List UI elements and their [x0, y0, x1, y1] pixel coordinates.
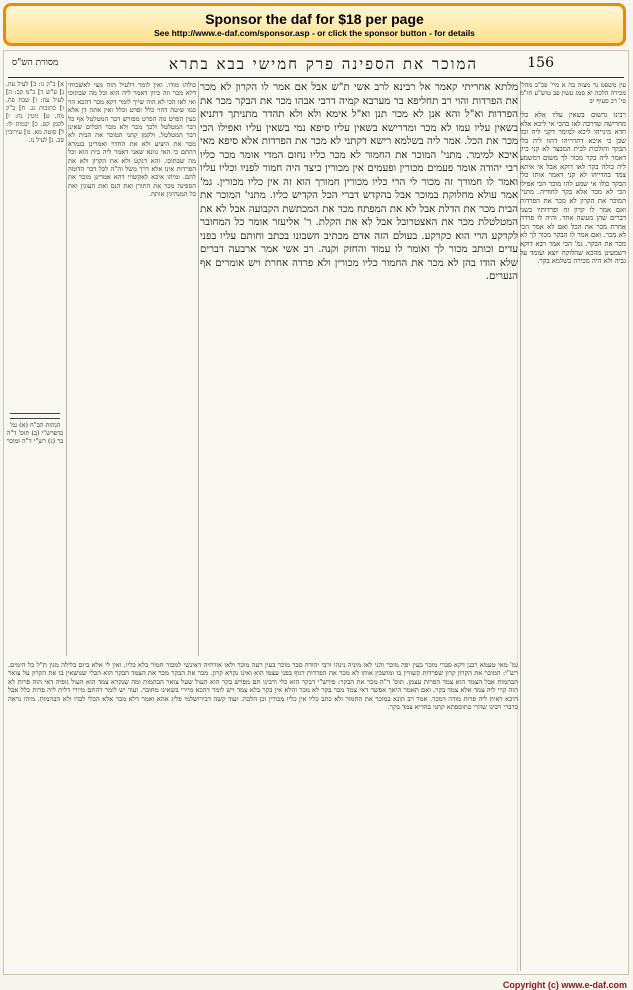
page-number: 156: [527, 55, 554, 71]
masoret-hashas-column: א] ב"ק נו: ב] לעיל עח. ג] ע"ש ד] ב"מ קב: ה] לעיל עח: ו] שבת פח. ז] כתובות נג. ח] ב"ק מח. ט] גיטין נה: י] לקמן קס. כ] יבמות לו: ל] סוטה מא. מ] עירובין סב. נ] לעיל נז.: [6, 81, 64, 144]
rabbeinu-gershom-text: רבינו גרשום בשאין עליו אלא כלי מחרישה שדרכה לאו בהכי אי ליכא אלא חדא מינייהו ליכא למימר דקני ליה וכל שכן כי איכא דתרוייהו דהוו ליה כלי הבקר והולכות לבית המבצר לא קני כיון דאמר ליה בקר מכור לך משום דמשמע ליה כולה בקר לאו דוקא אבל אי איתא צמד בהדייהו לא קני דאמר אותו כלי הבקר כולו אי שמע להו מוכר הכי אפילו הכי לא מכר אלא בקר לחודיה. מתני' המוכר את הקרון לא מכר את הפרדות ואם אמר לו קרון זה ופרדותיו בשני דברים שהן מעשה אחד. והיה לו פרדה אחרת מכר את הכל ואם לא אמר הכי לא מכר. ואם אמר לו הבקר מכור לך לא מכר את הבקר. גמ' הכי אמר רבא דוקא דשמעינן מהכא שהלוקח יוצא ועומד על גביה ולא היה מכירה בשלמא בקר.: [520, 111, 626, 266]
masoret-label: מסורת הש"ס: [12, 58, 59, 68]
gemara-main-text: [200, 81, 518, 656]
hagahot-habach-column: הגהות הב"ח (א) גמ' כדפרש"י (ב) תוס' ד"ה בר (ג) רש"י ד"ה ומוכר: [6, 421, 64, 445]
sponsor-banner-title: Sponsor the daf for $18 per page: [205, 11, 424, 27]
column-divider: [198, 81, 199, 656]
sponsor-banner[interactable]: [3, 3, 626, 46]
page-header: [4, 55, 628, 75]
column-divider: [66, 81, 67, 656]
tosafot-column: כולהו מודו. ואין לומר דלעיל הוה מצי לאשכוחי דלא מכר וזה כיוון דאמר ליה הוא וכל מה שבתוכו ואי לאו הכי לא הוה שייך לומר דקא מכר דהכא הוי כמו שיטה דהוי כלל ופרט וכלל ואין אתה דן אלא כעין הפרט מה הפרט מפורש דבר המטלטל אף כל דבר המטלטל ולכך מכר ולא מכר הכלים שאינן דבר המטלטל. ולקמן קתני המוכר את הבית לא מכר את היציע ולא את החדר ואמרינן בגמרא דהתם כי האי גוונא שאני דאמר ליה בית הוא וכל מה שבתוכו. והא דנקט ולא את הקרון ולא את הפרדות אינו אלא דרך משל וה"ה לכל דבר הדומה להם. ומיהו איכא לאקשויי דהא אמרינן מוכר את הספינה מכר את התורן ואת הנס ואת העוגין ואת כל המנהיגין אותה.: [68, 81, 196, 199]
copyright-notice: Copyright (c) www.e-daf.com: [502, 980, 627, 990]
talmud-page: [3, 50, 629, 975]
ein-mishpat-block: עין משפט נר מצוה בה א מיי' פכ"ב מהל' מכירה הלכה יא סמג עשין פב טוש"ע חו"מ סי' רכ סעיף יב: [520, 81, 626, 105]
rabbeinu-gershom-column: [517, 81, 626, 973]
gemara-text: מלתא אחריתי קאמר אל רבינא לרב אשי ת"ש אבל אם אמר לו הקרון לא מכר את הפרדות והוי רב תחליפא בר מערבא קמיה דרבי אבהו מכר את הבקר מכר את הפרדות וא"ל והא אנן לא מכר תנן וא"ל אימא ולא ולא תהדר מתניתך דתניא בשאין עליו עמו לא מכר ומדרישא בשאין עליו סיפא נמי בשאין עליו ואפילו הכי מכר את הכל. אמר ליה בשלמא רישא דקתני לא מכר את הפרדות אלא סיפא מאי איכא למימר. מתני' המוכר את החמור לא מכר כליו נחום המדי אומר מכר כליו רבי יהודה אומר פעמים מכורין ופעמים אין מכורין כיצד היה חמור לפניו וכליו עליו ואמר לו חמורך זה מכור לי הרי כליו מכורין חמורך הוא זה אין כליו מכורין. גמ' אמר עולא מחלוקת במוכר אבל בהקדש דברי הכל הקדיש כליו. מתני' המוכר את הבית מכר את הדלת אבל לא את המפתח מכר את המכתשת הקבועה אבל לא את המטלטלת מכר את האצטרובל אבל לא את הקלת. ר' אליעזר אומר כל המחובר לקרקע הרי הוא כקרקע. בעולם הזה אדם מכתיב חשבונו בכתב וחותם עליו בפני עדים וכותב מכור לך ואומר לו עמוד והחזק וקנה. רב אשי אמר ארבעה דברים שלא הודו בהן לא מכר את החמור כליו מכורין ולא פרדה אחרת ויש אומרים אף הנערים.: [200, 82, 518, 282]
chapter-title: המוכר את הספינה פרק חמישי בבא בתרא: [169, 55, 478, 73]
commentary-bottom: גמ' מאי טעמא רבנן דקא סברי מוכר בעין יפה מוכר והני לאו מיניה נינהו ורבי יהודה סבר מוכר בעין רעה מוכר ולאו אורחיה דאינשי למכור חמור בלא כליו. ואין לי אלא ביום בלילה מנין ת"ל כל הימים. רש"י: המוכר את הקרון קרון שפרדות קשורין בו ומושכין אותו לא מכר את הפרדות דגוף בפני עצמו הוא ואינו נקרא קרון. מכר את הבקר מכר את הצמד הבקר הוא הכלי שנושאין בו את הקרון על צואר הבהמות אבל הצמד הוא צמד הפרות עצמן. תוס' ד"ה מכר את הבקר: פירש"י דבקר הוא כלי ורבינו תם מפרש בקר הוא העול שעל צואר הבהמות ומה שנקרא צמד הוא העול גופיה דאי הוה פרות לא הוה קרי ליה צמד אלא צמד בקר. ואם תאמר היאך אפשר דאי צמד מכר בקר לא מכר והלא אין בקר בלא צמד ויש לומר דהכא מיירי בשאינו מחובר. ועוד יש לומר דהתם מיירי דלית ליה פרות כלל אבל היכא דאית ליה פרות מודה דמכר. אמר רב הונא במוכר את החמור ולא כתב כליו אין כליו מכורין וכן הלכה. ועוד קשה דבירושלמי פליג אהא ואמר דלא מכר אלא הכלי לבדו ולא הבהמות. מיהו נראה כדברי רבינו שהרי בתוספתא קתני בהדיא צמד בקר.: [8, 661, 518, 712]
sponsor-banner-subtitle: See http://www.e-daf.com/sponsor.asp - or click the sponsor button - for details: [154, 28, 475, 38]
divider-ornament: [10, 413, 60, 419]
header-divider: [8, 77, 624, 78]
